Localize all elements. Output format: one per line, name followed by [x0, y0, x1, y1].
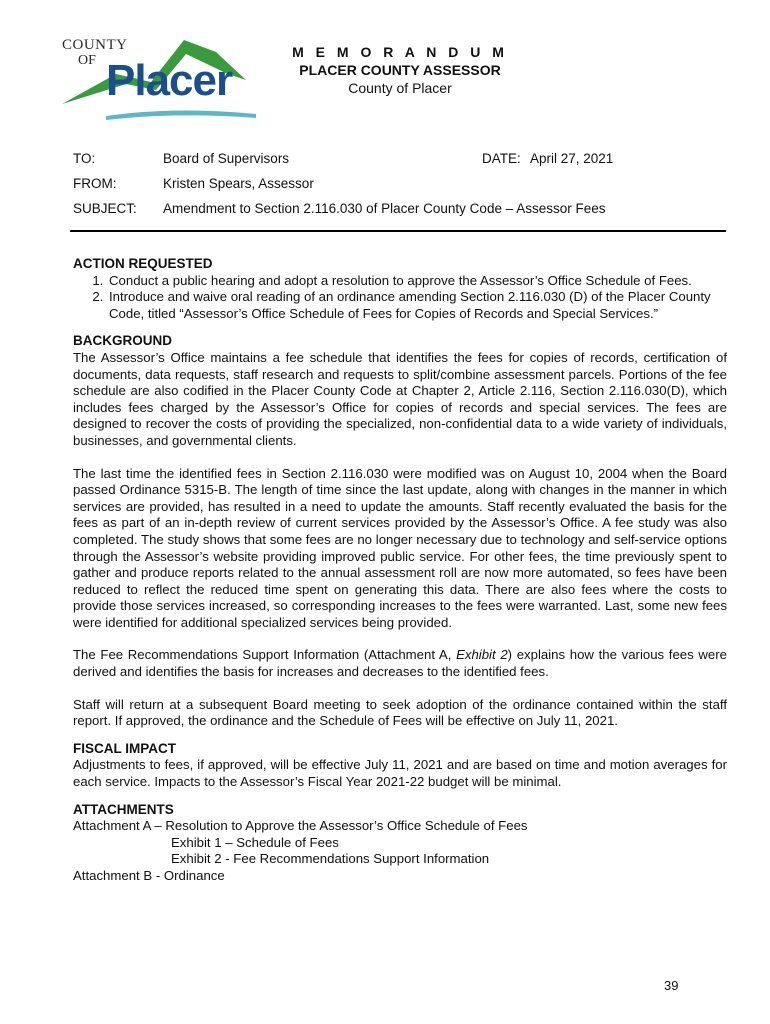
fiscal-heading: FISCAL IMPACT — [73, 740, 176, 756]
background-paragraph: The Assessor’s Office maintains a fee schedule that identifies the fees for copies of records, certification of documents, data requests, staff research and requests to split/combine assessment parcels. Portions of the fee schedule are also codified in the Placer County Code at Chapter 2, Article 2.116, Section 2.116.030(D), which includes fees charged by the Assessor’s Office for copies of records and special services. The fees are designed to recover the costs of providing the specialized, non-confidential data to a wide variety of individuals, businesses, and governmental clients. — [73, 349, 727, 448]
exhibit-2: Exhibit 2 - Fee Recommendations Support Information — [171, 851, 490, 867]
attachment-a: Attachment A – Resolution to Approve the Assessor’s Office Schedule of Fees — [73, 818, 528, 834]
memo-title: M E M O R A N D U M — [292, 44, 508, 60]
fiscal-text: Adjustments to fees, if approved, will be effective July 11, 2021 and are based on time and motion averages for each service. Impacts to the Assessor’s Fiscal Year 2021-22 budget will be minimal. — [73, 757, 727, 790]
action-list — [73, 273, 727, 323]
logo-placer-text: Placer — [106, 56, 233, 105]
logo-county-text: COUNTY — [62, 37, 128, 53]
to-value: Board of Supervisors — [163, 151, 290, 166]
background-paragraph: The last time the identified fees in Section 2.116.030 were modified was on August 10, 2004 when the Board passed Ordinance 5315-B. The length of time since the last update, along with changes in the manner in which services are provided, has resulted in a need to update the amounts. Staff recently evaluated the basis for the fees as part of an in-depth review of current services provided by the Assessor’s Office. A fee study was also completed. The study shows that some fees are no longer necessary due to technology and self-service options through the Assessor’s website providing improved public service. For other fees, the time previously spent to gather and produce reports related to the annual assessment roll are now more automated, so fees have been reduced to reflect the reduced time spent on generating this data. There are also fees where the costs to provide those services increased, so corresponding increases to the fees were warranted. Last, some new fees were identified for additional specialized services being provided. — [73, 465, 727, 630]
county-logo — [56, 34, 266, 120]
attachment-b: Attachment B - Ordinance — [73, 868, 225, 883]
memo-body — [73, 256, 727, 885]
logo-of-text: OF — [78, 53, 96, 68]
fee-paragraph-start: The Fee Recommendations Support Information (Attachment A, — [73, 647, 457, 663]
background-heading: BACKGROUND — [73, 333, 172, 349]
memo-header — [270, 44, 530, 96]
date-label: DATE: — [482, 151, 521, 166]
action-heading: ACTION REQUESTED — [73, 256, 213, 271]
action-item: 2. Introduce and waive oral reading of an ordinance amending Section 2.116.030 (D) of the Placer County Code, titled “Assessor’s Office Schedule of Fees for Copies of Records and Special Services.” — [107, 289, 727, 322]
subject-label: SUBJECT: — [73, 201, 137, 216]
fee-paragraph — [73, 647, 727, 680]
from-value: Kristen Spears, Assessor — [163, 176, 314, 191]
action-item: 1. Conduct a public hearing and adopt a resolution to approve the Assessor’s Office Schedule of Fees. — [107, 273, 727, 290]
header-divider — [70, 230, 726, 232]
fee-paragraph-end: ) explains how the various fees were derived and identifies the basis for increases and decreases to the identified fees. — [73, 647, 727, 680]
exhibit-1: Exhibit 1 – Schedule of Fees — [171, 834, 339, 850]
from-label: FROM: — [73, 176, 117, 191]
exhibit-2-reference: Exhibit 2 — [456, 647, 508, 663]
attachments-heading: ATTACHMENTS — [73, 801, 174, 817]
page-number: 39 — [664, 978, 679, 993]
background-paragraph: Staff will return at a subsequent Board meeting to seek adoption of the ordinance contained within the staff report. If approved, the ordinance and the Schedule of Fees will be effective on July 11, 2021. — [73, 696, 727, 729]
subject-value: Amendment to Section 2.116.030 of Placer County Code – Assessor Fees — [163, 201, 606, 216]
memo-org: PLACER COUNTY ASSESSOR — [299, 62, 501, 78]
date-value: April 27, 2021 — [530, 151, 614, 166]
memo-subtitle: County of Placer — [348, 80, 452, 96]
to-label: TO: — [73, 151, 96, 166]
